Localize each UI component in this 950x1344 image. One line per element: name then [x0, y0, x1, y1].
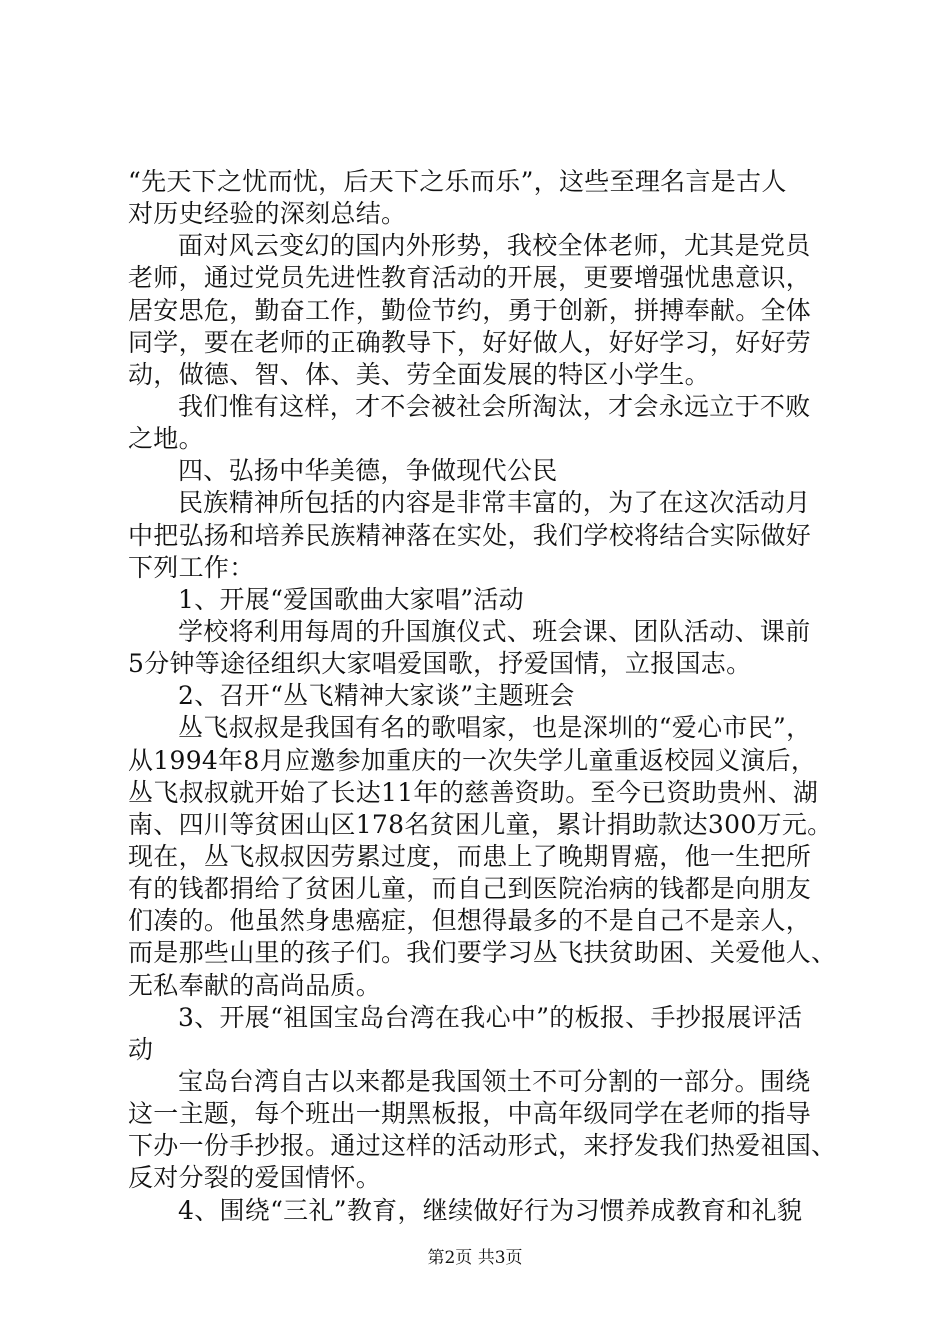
document-body: [128, 166, 838, 1227]
text-line: “先天下之忧而忧，后天下之乐而乐”，这些至理名言是古人: [128, 167, 787, 196]
subsection-heading: 1、开展“爱国歌曲大家唱”活动: [178, 584, 524, 614]
text-line: 同学，要在老师的正确教导下，好好做人，好好学习，好好劳: [128, 327, 812, 357]
text-line: 反对分裂的爱国情怀。: [128, 1163, 382, 1193]
text-line: 中把弘扬和培养民族精神落在实处，我们学校将结合实际做好: [128, 520, 812, 550]
text-line: 南、四川等贫困山区178名贫困儿童，累计捐助款达300万元。: [128, 809, 833, 839]
text-line: 老师，通过党员先进性教育活动的开展，更要增强忧患意识，: [128, 263, 812, 293]
text-line: 下办一份手抄报。通过这样的活动形式，来抒发我们热爱祖国、: [128, 1131, 837, 1161]
text-line: 5分钟等途径组织大家唱爱国歌，抒爱国情，立报国志。: [128, 649, 752, 679]
text-line: 现在，丛飞叔叔因劳累过度，而患上了晚期胃癌，他一生把所: [128, 841, 812, 871]
subsection-heading: 2、召开“丛飞精神大家谈”主题班会: [178, 681, 575, 711]
text-line: 动，做德、智、体、美、劳全面发展的特区小学生。: [128, 359, 710, 389]
paragraph-start: 我们惟有这样，才不会被社会所淘汰，才会永远立于不败: [178, 391, 811, 421]
text-line: 居安思危，勤奋工作，勤俭节约，勇于创新，拼搏奉献。全体: [128, 295, 812, 325]
text-line: 之地。: [128, 424, 204, 454]
text-line: 这一主题，每个班出一期黑板报，中高年级同学在老师的指导: [128, 1099, 812, 1129]
subsection-heading: 3、开展“祖国宝岛台湾在我心中”的板报、手抄报展评活: [178, 1002, 803, 1032]
paragraph-start: 宝岛台湾自古以来都是我国领土不可分割的一部分。围绕: [178, 1066, 811, 1096]
paragraph-start: 面对风云变幻的国内外形势，我校全体老师，尤其是党员: [178, 231, 811, 261]
paragraph-start: 丛飞叔叔是我国有名的歌唱家，也是深圳的“爱心市民”，: [178, 713, 812, 743]
text-line: 动: [128, 1034, 154, 1064]
text-line: 们凑的。他虽然身患癌症，但想得最多的不是自己不是亲人，: [128, 906, 812, 936]
text-line: 从1994年8月应邀参加重庆的一次失学儿童重返校园义演后，: [128, 745, 817, 775]
text-line: 有的钱都捐给了贫困儿童，而自己到医院治病的钱都是向朋友: [128, 874, 812, 904]
text-line: 无私奉献的高尚品质。: [128, 970, 382, 1000]
paragraph-start: 民族精神所包括的内容是非常丰富的，为了在这次活动月: [178, 488, 811, 518]
text-line: 对历史经验的深刻总结。: [128, 199, 407, 229]
section-heading: 四、弘扬中华美德，争做现代公民: [178, 456, 558, 486]
paragraph-start: 学校将利用每周的升国旗仪式、班会课、团队活动、课前: [178, 616, 811, 646]
text-line: 而是那些山里的孩子们。我们要学习丛飞扶贫助困、关爱他人、: [128, 938, 837, 968]
text-line: 丛飞叔叔就开始了长达11年的慈善资助。至今已资助贵州、湖: [128, 777, 819, 807]
page-number-footer: 第2页 共3页: [427, 1248, 523, 1268]
subsection-heading: 4、围绕“三礼”教育，继续做好行为习惯养成教育和礼貌: [178, 1195, 803, 1225]
text-line: 下列工作：: [128, 552, 255, 582]
